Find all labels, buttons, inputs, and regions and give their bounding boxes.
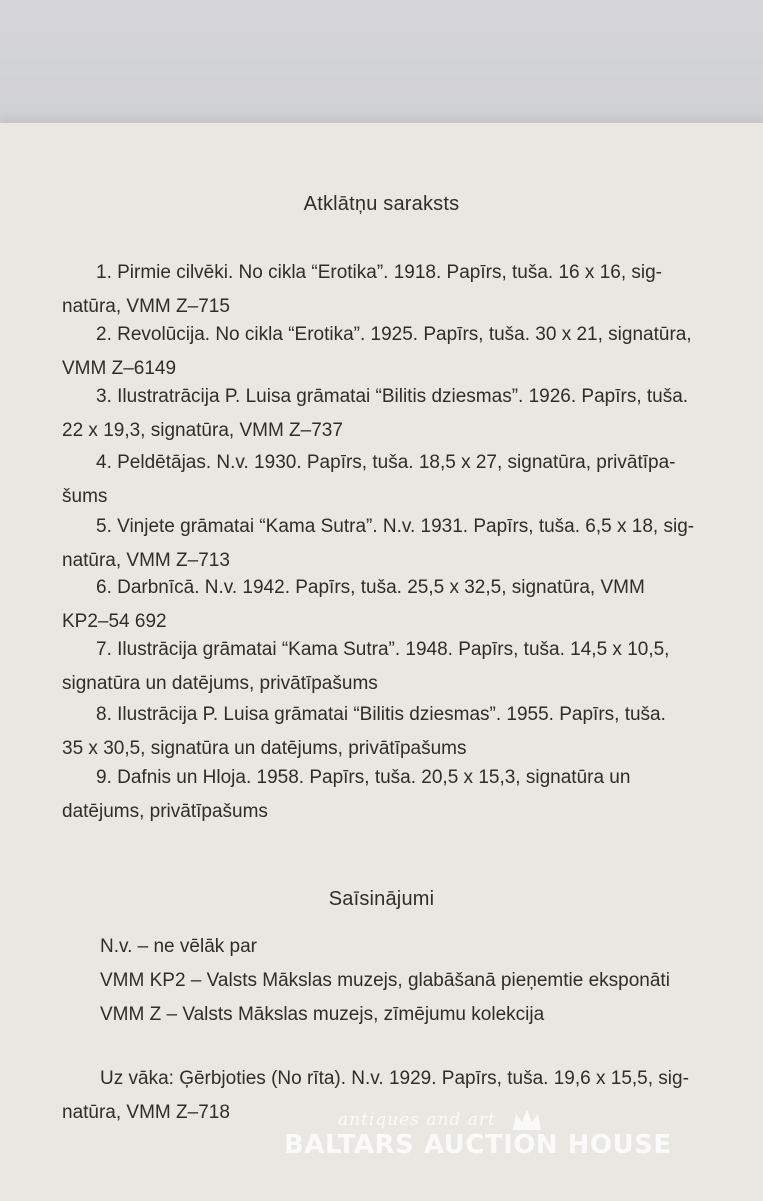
item-line: signatūra un datējums, privātīpašums	[62, 673, 378, 694]
item-line: 5. Vinjete grāmatai “Kama Sutra”. N.v. 1931. Papīrs, tuša. 6,5 x 18, sig-	[96, 516, 695, 537]
list-item	[62, 633, 752, 701]
item-line: natūra, VMM Z–715	[62, 296, 230, 317]
abbreviation-line: VMM KP2 – Valsts Mākslas muzejs, glabāšanā pieņemtie eksponāti	[100, 970, 670, 991]
item-line: 8. Ilustrācija P. Luisa grāmatai “Bilitis dziesmas”. 1955. Papīrs, tuša.	[96, 704, 666, 725]
cover-note-line: Uz vāka: Ģērbjoties (No rīta). N.v. 1929. Papīrs, tuša. 19,6 x 15,5, sig-	[100, 1068, 689, 1089]
list-item	[62, 446, 752, 514]
list-item	[62, 698, 752, 766]
item-line: 4. Peldētājas. N.v. 1930. Papīrs, tuša. 18,5 x 27, signatūra, privātīpa-	[96, 452, 676, 473]
cover-note-line: natūra, VMM Z–718	[62, 1102, 230, 1123]
item-line: 3. Ilustratrācija P. Luisa grāmatai “Bilitis dziesmas”. 1926. Papīrs, tuša.	[96, 386, 689, 407]
item-line: 7. Ilustrācija grāmatai “Kama Sutra”. 1948. Papīrs, tuša. 14,5 x 10,5,	[96, 639, 670, 660]
list-item	[62, 571, 752, 639]
background-surface	[0, 0, 763, 138]
item-line: 22 x 19,3, signatūra, VMM Z–737	[62, 420, 343, 441]
abbreviation-line: N.v. – ne vēlāk par	[100, 936, 258, 957]
list-item	[62, 380, 752, 448]
watermark-brand: BALTARS AUCTION HOUSE	[284, 1130, 672, 1160]
item-line: 35 x 30,5, signatūra un datējums, privātīpašums	[62, 738, 467, 759]
item-line: datējums, privātīpašums	[62, 801, 268, 822]
item-line: natūra, VMM Z–713	[62, 550, 230, 571]
list-item	[62, 256, 752, 324]
item-line: 1. Pirmie cilvēki. No cikla “Erotika”. 1918. Papīrs, tuša. 16 x 16, sig-	[96, 262, 662, 283]
list-item	[62, 510, 752, 578]
abbreviation-line: VMM Z – Valsts Mākslas muzejs, zīmējumu kolekcija	[100, 1004, 545, 1025]
item-line: 6. Darbnīcā. N.v. 1942. Papīrs, tuša. 25,5 x 32,5, signatūra, VMM	[96, 577, 645, 598]
item-line: KP2–54 692	[62, 611, 167, 632]
item-line: 2. Revolūcija. No cikla “Erotika”. 1925. Papīrs, tuša. 30 x 21, signatūra,	[96, 324, 692, 345]
list-item	[62, 318, 752, 386]
item-line: VMM Z–6149	[62, 358, 177, 379]
abbreviations-heading: Saīsinājumi	[328, 888, 435, 910]
item-line: 9. Dafnis un Hloja. 1958. Papīrs, tuša. 20,5 x 15,3, signatūra un	[96, 767, 631, 788]
item-line: šums	[62, 486, 108, 507]
watermark	[280, 1110, 700, 1170]
abbreviations-list	[100, 930, 750, 1032]
list-item	[62, 761, 752, 829]
watermark-tagline: antiques and art	[338, 1110, 496, 1130]
list-heading: Atklātņu saraksts	[303, 193, 460, 215]
